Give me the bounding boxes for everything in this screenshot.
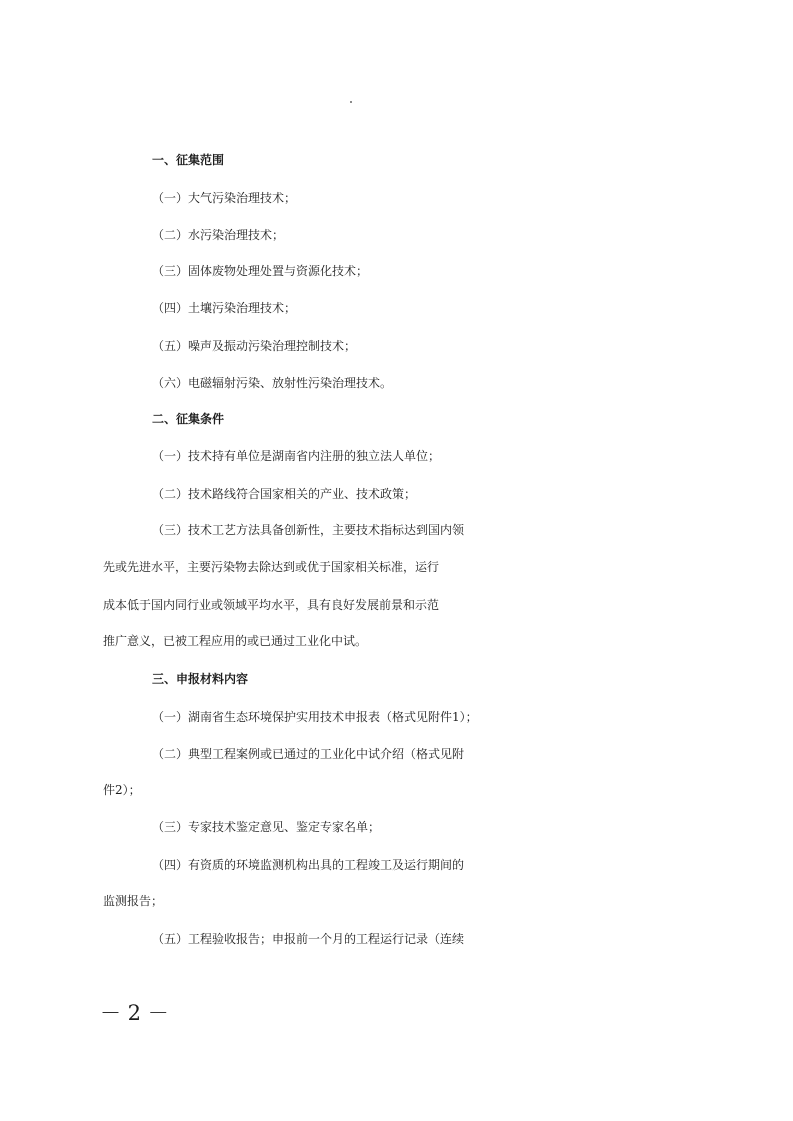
section-heading-conditions: 二、征集条件 (152, 412, 225, 426)
scope-item-2: （二）水污染治理技术； (152, 228, 285, 242)
material-item-2-line-2: 件2）； (103, 783, 141, 797)
material-item-5: （五）工程验收报告；申报前一个月的工程运行记录（连续 (152, 932, 465, 946)
material-item-3: （三）专家技术鉴定意见、鉴定专家名单； (152, 820, 381, 834)
scan-speck (350, 101, 352, 103)
page-number: － 2 － (100, 1001, 169, 1025)
section-heading-materials: 三、申报材料内容 (152, 672, 249, 686)
condition-item-3-line-3: 成本低于国内同行业或领域平均水平，具有良好发展前景和示范 (103, 598, 440, 612)
section-heading-scope: 一、征集范围 (152, 153, 225, 167)
scope-item-1: （一）大气污染治理技术； (152, 191, 297, 205)
material-item-2-line-1: （二）典型工程案例或已通过的工业化中试介绍（格式见附 (152, 747, 465, 761)
condition-item-1: （一）技术持有单位是湖南省内注册的独立法人单位； (152, 449, 441, 463)
condition-item-3-line-2: 先或先进水平，主要污染物去除达到或优于国家相关标准，运行 (103, 560, 440, 574)
condition-item-3-line-4: 推广意义，已被工程应用的或已通过工业化中试。 (103, 634, 368, 648)
material-item-4-line-1: （四）有资质的环境监测机构出具的工程竣工及运行期间的 (152, 858, 465, 872)
material-item-1: （一）湖南省生态环境保护实用技术申报表（格式见附件1）； (152, 710, 478, 724)
scope-item-6: （六）电磁辐射污染、放射性污染治理技术。 (152, 376, 393, 390)
scope-item-3: （三）固体废物处理处置与资源化技术； (152, 264, 369, 278)
material-item-4-line-2: 监测报告； (103, 894, 164, 908)
scope-item-4: （四）土壤污染治理技术； (152, 301, 297, 315)
condition-item-2: （二）技术路线符合国家相关的产业、技术政策； (152, 487, 417, 501)
scope-item-5: （五）噪声及振动污染治理控制技术； (152, 339, 357, 353)
condition-item-3-line-1: （三）技术工艺方法具备创新性，主要技术指标达到国内领 (152, 523, 465, 537)
